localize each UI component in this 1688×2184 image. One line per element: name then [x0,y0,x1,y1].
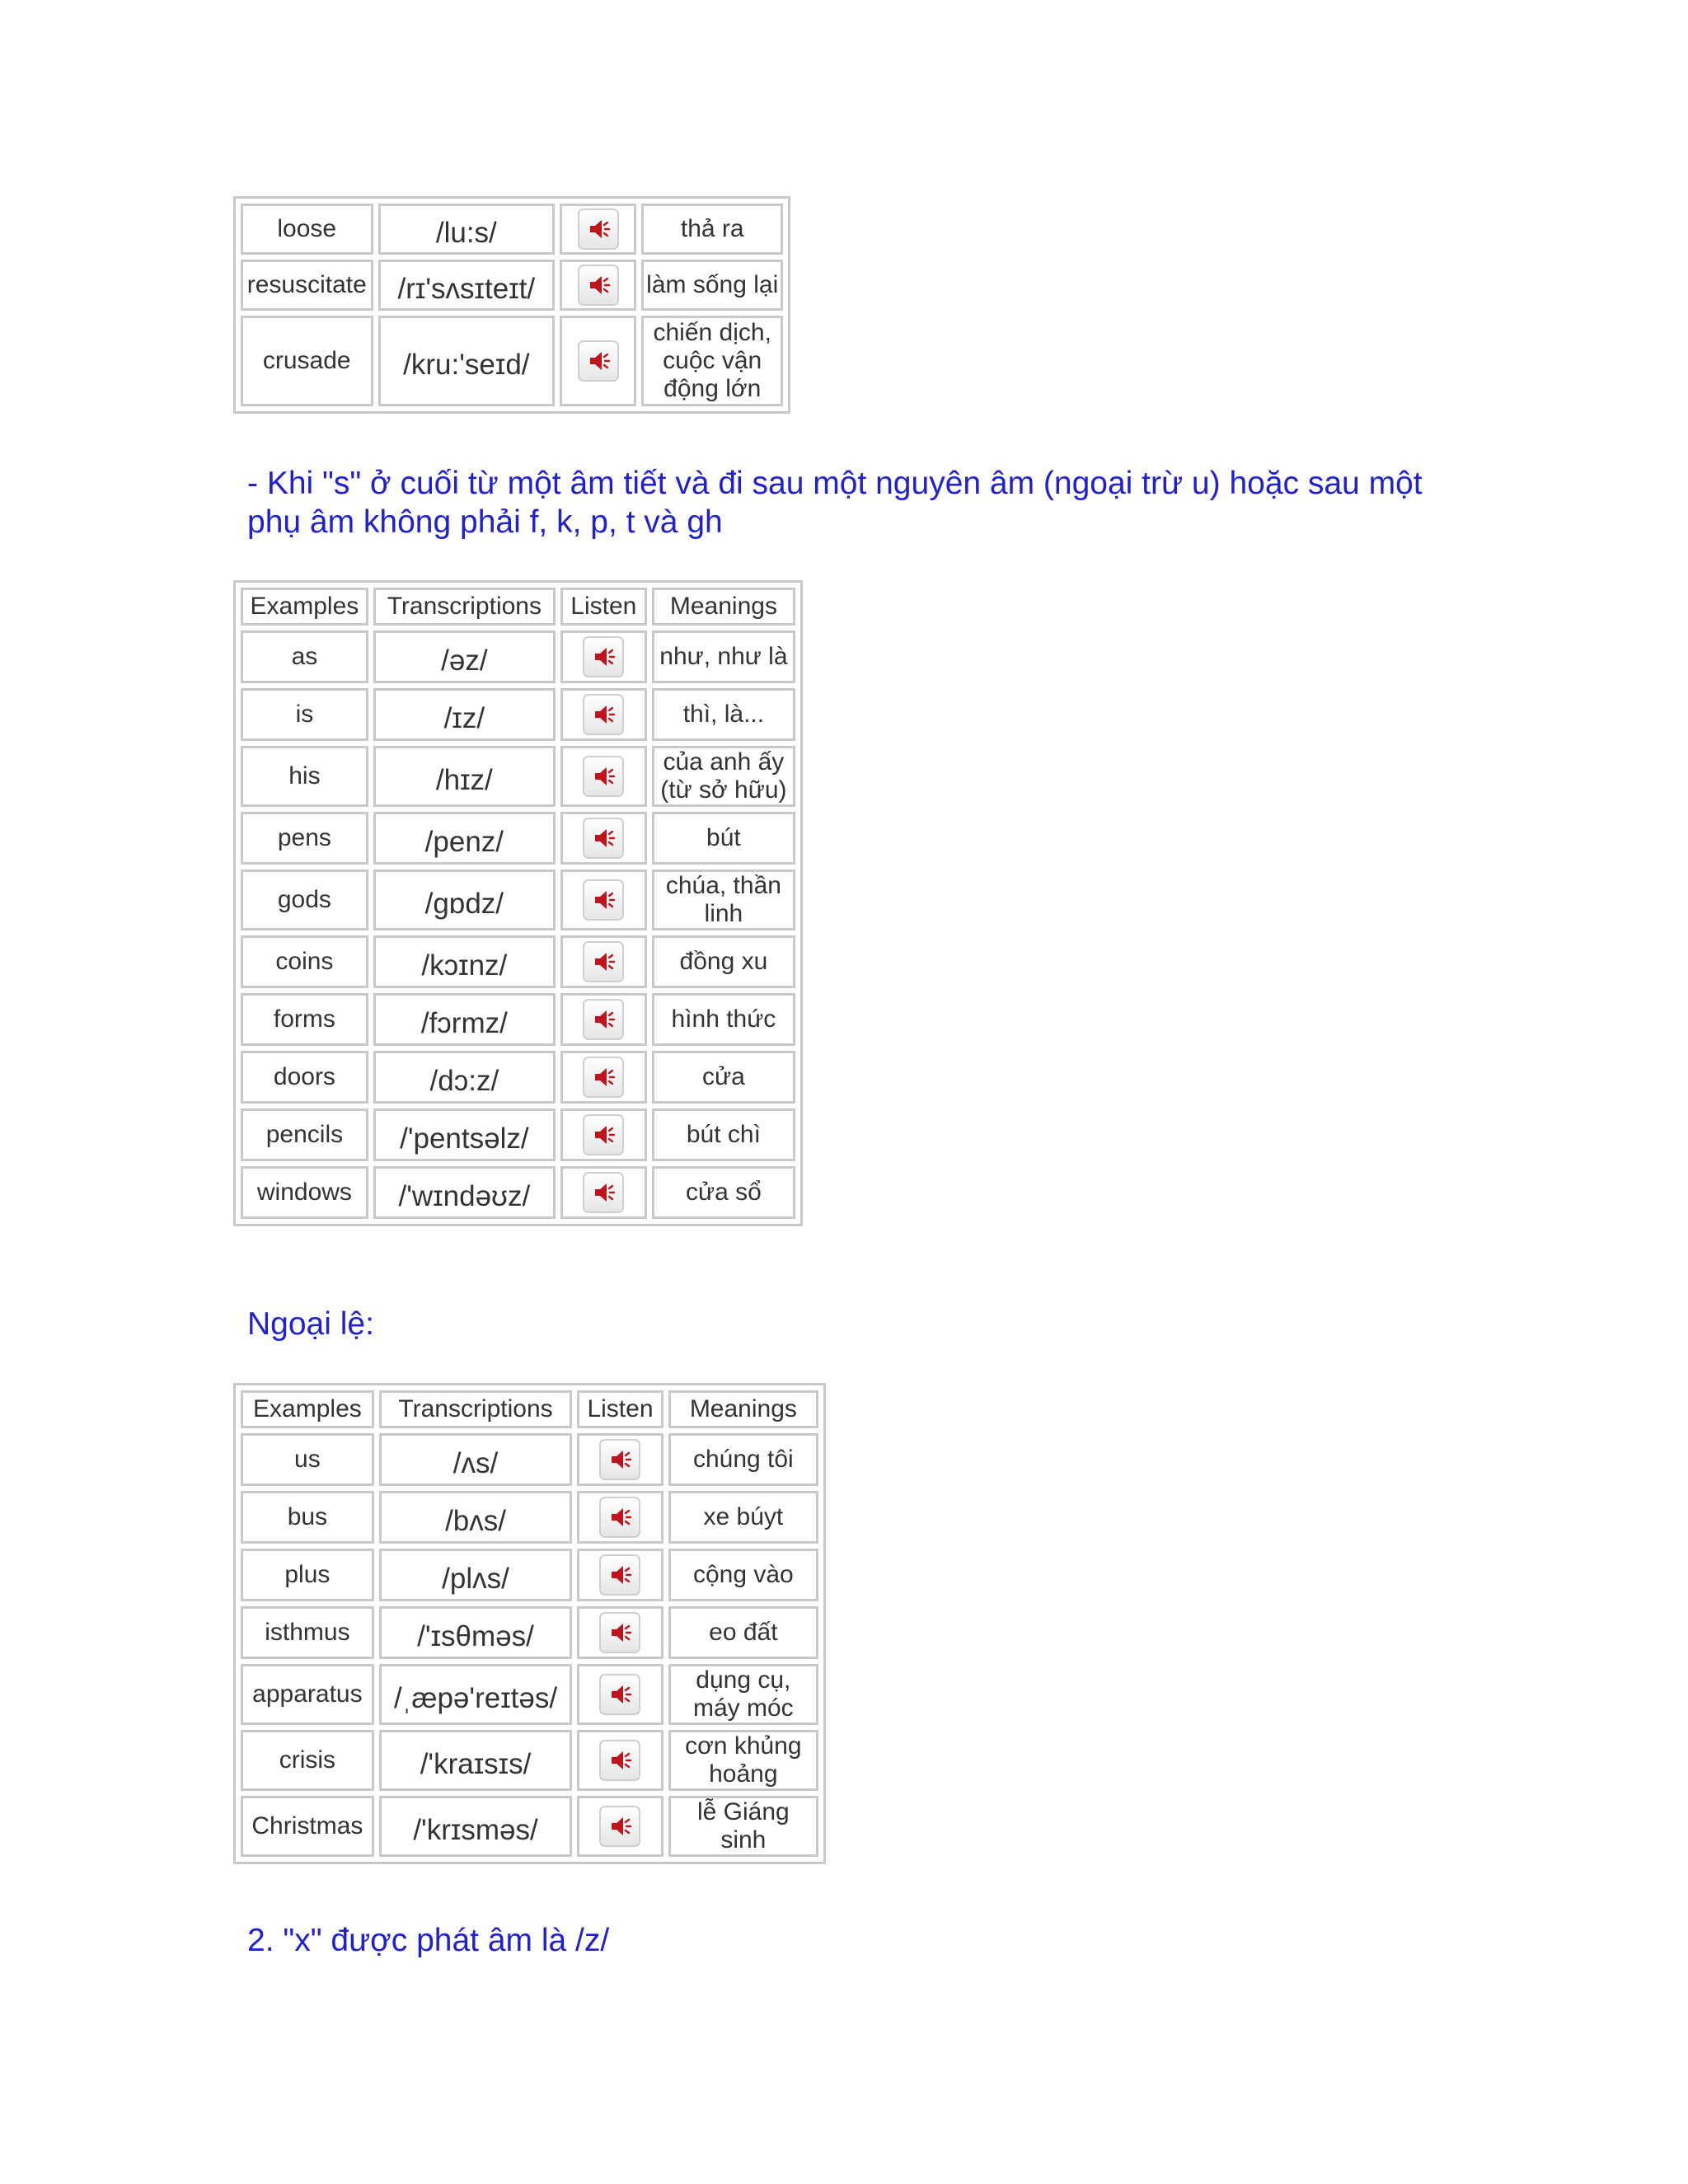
table-row [241,1051,795,1104]
speaker-icon[interactable] [578,340,619,382]
transcription: /ɪz/ [373,688,556,741]
speaker-icon[interactable] [599,1674,640,1715]
vocab-table-3 [233,1383,826,1864]
listen-cell [577,1796,663,1857]
example-word: isthmus [241,1606,374,1659]
section-heading-exceptions: Ngoại lệ: [247,1306,374,1342]
speaker-icon[interactable] [599,1439,640,1480]
transcription: /əz/ [373,630,556,683]
example-word: pencils [241,1108,368,1161]
meaning: chúa, thần linh [652,869,795,930]
speaker-icon-svg [601,1675,639,1713]
meaning: cửa [652,1051,795,1104]
column-header-listen: Listen [560,588,647,626]
table-row [241,993,795,1046]
table-row [241,869,795,930]
table-header-row [241,1390,818,1428]
table-row [241,812,795,865]
table-row [241,316,783,406]
table-header-row [241,588,795,626]
example-word: crisis [241,1730,374,1791]
transcription: /dɔ:z/ [373,1051,556,1104]
column-header-examples: Examples [241,1390,374,1428]
table-row [241,1433,818,1486]
listen-cell [560,869,647,930]
meaning: eo đất [668,1606,818,1659]
meaning: xe búyt [668,1491,818,1544]
example-word: doors [241,1051,368,1104]
speaker-icon[interactable] [578,209,619,250]
listen-cell [560,316,636,406]
table-row [241,1606,818,1659]
column-header-listen: Listen [577,1390,663,1428]
speaker-icon-svg [579,210,617,248]
speaker-icon[interactable] [583,879,624,921]
example-word: Christmas [241,1796,374,1857]
transcription: /ˌæpə'reɪtəs/ [379,1664,572,1725]
example-word: pens [241,812,368,865]
example-word: resuscitate [241,260,373,311]
speaker-icon-svg [579,342,617,380]
speaker-icon[interactable] [583,1114,624,1155]
listen-cell [560,1166,647,1219]
meaning: làm sống lại [641,260,783,311]
listen-cell [560,1108,647,1161]
speaker-icon-svg [584,1058,622,1096]
column-header-transcriptions: Transcriptions [379,1390,572,1428]
example-word: gods [241,869,368,930]
speaker-icon[interactable] [599,1612,640,1653]
speaker-icon[interactable] [583,636,624,677]
example-word: as [241,630,368,683]
speaker-icon[interactable] [578,265,619,306]
example-word: coins [241,935,368,988]
transcription: /penz/ [373,812,556,865]
speaker-icon[interactable] [583,999,624,1040]
example-word: apparatus [241,1664,374,1725]
table-row [241,204,783,255]
example-word: crusade [241,316,373,406]
speaker-icon[interactable] [599,1740,640,1781]
transcription: /hɪz/ [373,746,556,807]
table-row [241,935,795,988]
meaning: cửa sổ [652,1166,795,1219]
speaker-icon-svg [601,1498,639,1536]
transcription: /lu:s/ [378,204,556,255]
listen-cell [560,993,647,1046]
meaning: thả ra [641,204,783,255]
table-row [241,746,795,807]
column-header-examples: Examples [241,588,368,626]
meaning: thì, là... [652,688,795,741]
table-row [241,1549,818,1601]
speaker-icon-svg [601,1614,639,1652]
speaker-icon-svg [584,1116,622,1154]
speaker-icon[interactable] [583,818,624,859]
vocab-table-1 [233,196,790,414]
listen-cell [560,688,647,741]
example-word: forms [241,993,368,1046]
speaker-icon-svg [584,757,622,795]
speaker-icon[interactable] [583,1057,624,1098]
meaning: như, như là [652,630,795,683]
transcription: /'krɪsməs/ [379,1796,572,1857]
speaker-icon-svg [601,1741,639,1779]
vocab-table-2 [233,580,803,1226]
transcription: /gɒdz/ [373,869,556,930]
listen-cell [577,1491,663,1544]
speaker-icon-svg [584,881,622,919]
transcription: /ʌs/ [379,1433,572,1486]
example-word: loose [241,204,373,255]
example-word: his [241,746,368,807]
column-header-transcriptions: Transcriptions [373,588,556,626]
example-word: bus [241,1491,374,1544]
listen-cell [560,1051,647,1104]
example-word: windows [241,1166,368,1219]
transcription: /fɔrmz/ [373,993,556,1046]
transcription: /kru:'seɪd/ [378,316,556,406]
speaker-icon-svg [601,1441,639,1479]
speaker-icon[interactable] [599,1554,640,1596]
listen-cell [560,260,636,311]
table-row [241,1796,818,1857]
transcription: /'ɪsθməs/ [379,1606,572,1659]
speaker-icon[interactable] [599,1497,640,1538]
meaning: hình thức [652,993,795,1046]
table-row [241,630,795,683]
speaker-icon-svg [584,943,622,981]
transcription: /'wɪndəʊz/ [373,1166,556,1219]
speaker-icon-svg [584,819,622,857]
table-row [241,1664,818,1725]
listen-cell [560,935,647,988]
speaker-icon[interactable] [583,1172,624,1213]
example-word: is [241,688,368,741]
meaning: chúng tôi [668,1433,818,1486]
column-header-meanings: Meanings [652,588,795,626]
meaning: của anh ấy (từ sở hữu) [652,746,795,807]
table-row [241,1108,795,1161]
listen-cell [560,746,647,807]
speaker-icon-svg [601,1556,639,1594]
column-header-meanings: Meanings [668,1390,818,1428]
meaning: dụng cụ, máy móc [668,1664,818,1725]
speaker-icon[interactable] [583,756,624,797]
meaning: lễ Giáng sinh [668,1796,818,1857]
speaker-icon-svg [584,638,622,676]
speaker-icon-svg [601,1807,639,1845]
listen-cell [560,812,647,865]
listen-cell [560,630,647,683]
example-word: plus [241,1549,374,1601]
speaker-icon[interactable] [583,694,624,735]
listen-cell [577,1664,663,1725]
section-heading-s-as-z: - Khi "s" ở cuối từ một âm tiết và đi sau một nguyên âm (ngoại trừ u) hoặc sau một phụ âm không phải f, k, p, t và gh [247,466,1423,540]
transcription: /plʌs/ [379,1549,572,1601]
listen-cell [560,204,636,255]
table-row [241,1166,795,1219]
meaning: bút chì [652,1108,795,1161]
table-row [241,688,795,741]
meaning: bút [652,812,795,865]
listen-cell [577,1549,663,1601]
listen-cell [577,1730,663,1791]
speaker-icon[interactable] [599,1806,640,1847]
listen-cell [577,1433,663,1486]
speaker-icon[interactable] [583,941,624,982]
meaning: đồng xu [652,935,795,988]
transcription: /bʌs/ [379,1491,572,1544]
meaning: cơn khủng hoảng [668,1730,818,1791]
transcription: /'pentsəlz/ [373,1108,556,1161]
meaning: chiến dịch, cuộc vận động lớn [641,316,783,406]
speaker-icon-svg [584,1001,622,1038]
example-word: us [241,1433,374,1486]
table-row [241,1491,818,1544]
meaning: cộng vào [668,1549,818,1601]
transcription: /kɔɪnz/ [373,935,556,988]
speaker-icon-svg [584,1174,622,1212]
speaker-icon-svg [584,696,622,733]
transcription: /rɪ'sʌsɪteɪt/ [378,260,556,311]
transcription: /'kraɪsɪs/ [379,1730,572,1791]
speaker-icon-svg [579,266,617,304]
table-row [241,260,783,311]
table-row [241,1730,818,1791]
listen-cell [577,1606,663,1659]
section-heading-x-as-z: 2. "x" được phát âm là /z/ [247,1923,610,1958]
